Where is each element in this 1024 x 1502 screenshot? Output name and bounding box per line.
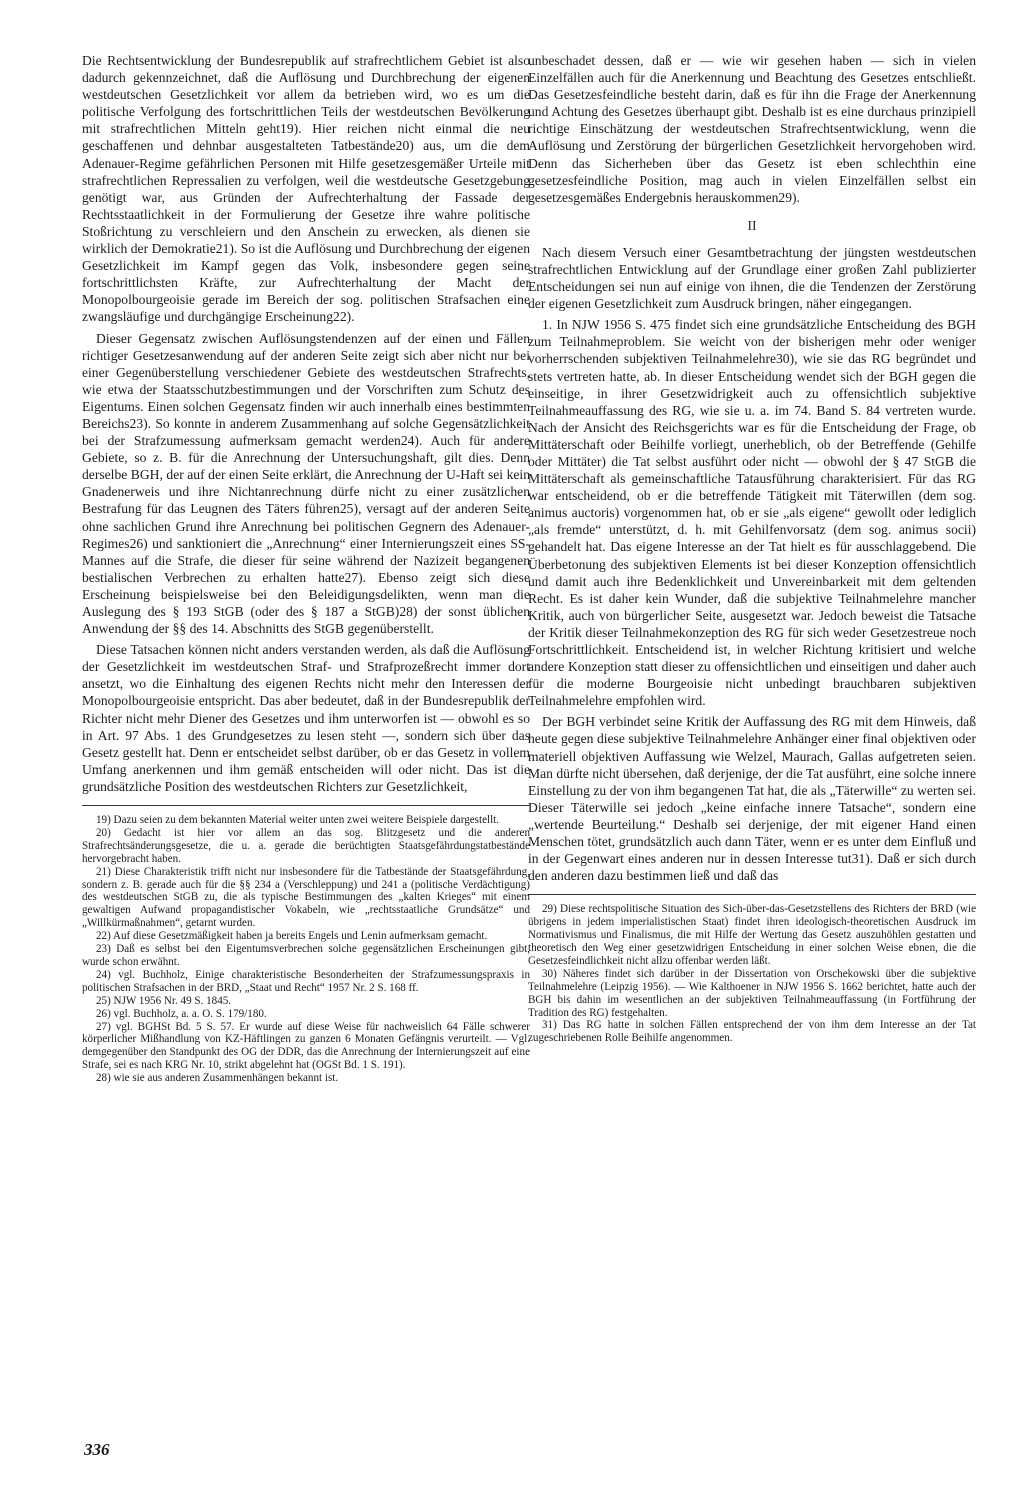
paragraph: unbeschadet dessen, daß er — wie wir gesehen haben — sich in vielen Einzelfällen auch für die Anerkennung und Beachtung des Gesetzes entschließt. Das Gesetzesfeindliche besteht darin, daß es für ihn die Frage der Anerkennung und Achtung des Gesetzes überhaupt gibt. Deshalb ist es eine durchaus prinzipiell richtige Einschätzung der westdeutschen Strafrechtsentwicklung, wenn die Auflösung und Zerstörung der bürgerlichen Gesetzlichkeit hervorgehoben wird. Denn das Sicherheben über das Gesetz ist eben schlechthin eine gesetzesfeindliche Position, mag auch in vielen Einzelfällen selbst ein gesetzesgemäßes Endergebnis herauskommen29). [528,53,976,205]
right-body-text [528,52,976,884]
footnote: 30) Näheres findet sich darüber in der Dissertation von Orschekowski über die subjektive Teilnahmelehre (Leipzig 1956). — Wie Kalthoener in NJW 1956 S. 1662 berichtet, hatte auch der BGH bis dahin im wesentlichen an der subjektiven Teilnahmeauffassung (in Fortführung der Tradition des RG) festgehalten. [528,967,976,1019]
footnote-divider [82,805,530,806]
footnote-divider [528,894,976,895]
left-column [82,52,530,1085]
page-number: 336 [84,1440,110,1459]
right-column [528,52,976,1045]
footnote: 27) vgl. BGHSt Bd. 5 S. 57. Er wurde auf diese Weise für nachweislich 64 Fälle schwerer körperlicher Mißhandlung von KZ-Häftlingen zu ganzen 6 Monaten Gefängnis verurteilt. — Vgl. demgegenüber den Standpunkt des OG der DDR, das die Anrechnung der Internierungszeit auf eine Strafe, sei es nach KRG Nr. 10, strikt abgelehnt hat (OGSt Bd. 1 S. 191). [82,1020,530,1072]
section-heading: II [747,217,757,233]
paragraph: Dieser Gegensatz zwischen Auflösungstendenzen auf der einen und Fällen richtiger Gesetzesanwendung auf der anderen Seite zeigt sich aber nicht nur bei einer Gegenüberstellung verschiedener Gebiete des westdeutschen Strafrechts, wie etwa der Staatsschutzbestimmungen und der Vorschriften zum Schutz des Eigentums. Einen solchen Gegensatz finden wir auch innerhalb eines bestimmten Bereichs23). So konnte in anderem Zusammenhang auf solche Gegensätzlichkeit bei der Strafzumessung aufmerksam gemacht werden24). Auch für andere Gebiete, so z. B. für die Anrechnung der Untersuchungshaft, gilt dies. Denn derselbe BGH, der auf der einen Seite erklärt, die Anrechnung der U-Haft sei kein Gnadenerweis und ihre Nichtanrechnung dürfe nicht zu einer zusätzlichen Bestrafung für das Leugnen des Täters führen25), versagt auf der anderen Seite ohne sachlichen Grund ihre Anrechnung bei politischen Gegnern des Adenauer-Regimes26) und sanktioniert die „Anrechnung“ einer Internierungszeit eines SS-Mannes auf die Strafe, die dieser für seine während der Nazizeit begangenen bestialischen Verbrechen zu erhalten hatte27). Ebenso zeigt sich diese Erscheinung beispielsweise bei den Beleidigungsdelikten, wenn man die Auslegung des § 193 StGB (oder des § 187 a StGB)28) der sonst üblichen Anwendung der §§ des 14. Abschnitts des StGB gegenüberstellt. [82,330,530,637]
footnote: 31) Das RG hatte in solchen Fällen entsprechend der von ihm dem Interesse an der Tat zugeschriebenen Rolle Beihilfe angenommen. [528,1019,976,1045]
left-footnotes [82,814,530,1085]
footnote: 26) vgl. Buchholz, a. a. O. S. 179/180. [96,1007,267,1020]
paragraph: Nach diesem Versuch einer Gesamtbetrachtung der jüngsten westdeutschen strafrechtlichen Entwicklung auf der Grundlage einer großen Zahl publizierter Entscheidungen sei nun auf einige von ihnen, die die Tendenzen der Zerstörung der eigenen Gesetzlichkeit zum Ausdruck bringen, näher eingegangen. [528,244,976,312]
footnote: 19) Dazu seien zu dem bekannten Material weiter unten zwei weitere Beispiele dargestellt. [96,814,500,827]
left-body-text [82,52,530,795]
paragraph: 1. In NJW 1956 S. 475 findet sich eine grundsätzliche Entscheidung des BGH zum Teilnahmeproblem. Sie weicht von der bisherigen mehr oder weniger vorherrschenden subjektiven Teilnahmelehre30), wie sie das RG begründet und stets vertreten hatte, ab. In dieser Entscheidung wendet sich der BGH gegen die einseitige, in ihrer Gesetzwidrigkeit auch zu offensichtlich subjektive Teilnahmeauffassung des RG, wie sie u. a. im 74. Band S. 84 vertreten wurde. Nach der Ansicht des Reichsgerichts war es für die Entscheidung der Frage, ob Mittäterschaft oder Beihilfe vorliegt, unerheblich, ob der Betreffende (Gehilfe oder Mittäter) die Tat selbst ausführt oder nicht — obwohl der § 47 StGB die Mittäterschaft als gemeinschaftliche Tatausführung charakterisiert. Für das RG war entscheidend, ob er die betreffende Tätigkeit mit Täterwillen (dem sog. animus auctoris) vorgenommen hat, ob er sie „als eigene“ gewollt oder lediglich „als fremde“ unterstützt, d. h. mit Gehilfenvorsatz (dem sog. animus socii) gehandelt hat. Das eigene Interesse an der Tat hielt es für ausschlaggebend. Die Überbetonung des subjektiven Elements ist bei dieser Konzeption offensichtlich und damit auch ihre Bedenklichkeit und Unvereinbarkeit mit dem geltenden Recht. Es ist daher kein Wunder, daß die subjektive Teilnahmelehre mancher Kritik, auch von bürgerlicher Seite, ausgesetzt war. Jedoch beweist die Tatsache der Kritik dieser Teilnahmekonzeption des RG für sich weder Gesetzestreue noch Fortschrittlichkeit. Entscheidend ist, in welcher Richtung kritisiert und welche andere Konzeption statt dieser zu offensichtlichen und einseitigen und daher auch für die moderne Bourgeoisie nicht unbedingt brauchbaren subjektiven Teilnahmelehre empfohlen wird. [528,317,976,709]
footnote: 28) wie sie aus anderen Zusammenhängen bekannt ist. [96,1072,339,1085]
footnote: 24) vgl. Buchholz, Einige charakteristische Besonderheiten der Strafzumessungspraxis in politischen Strafsachen in der BRD, „Staat und Recht“ 1957 Nr. 2 S. 168 ff. [82,968,530,994]
footnote: 23) Daß es selbst bei den Eigentumsverbrechen solche gegensätzlichen Erscheinungen gibt, wurde schon erwähnt. [82,943,530,968]
right-footnotes [528,903,976,1045]
paragraph: Die Rechtsentwicklung der Bundesrepublik auf strafrechtlichem Gebiet ist also dadurch gekennzeichnet, daß die Auflösung und Durchbrechung der eigenen westdeutschen Gesetzlichkeit vor allem da betrieben wird, wo es um die politische Verfolgung des fortschrittlichen Teils der westdeutschen Bevölkerung mit strafrechtlichen Mitteln geht19). Hier reichen nicht einmal die neu geschaffenen und dehnbar ausgestalteten Tatbestände20) aus, um die dem Adenauer-Regime gefährlichen Personen mit Hilfe gesetzesgemäßer Urteile mit strafrechtlichen Repressalien zu verfolgen, weil die westdeutsche Gesetzgebung genötigt war, aus Gründen der Aufrechterhaltung der Fassade der Rechtsstaatlichkeit in der Formulierung der Gesetze ihre wahre politische Stoßrichtung zu verschleiern und den Anschein zu erwecken, als dienen sie wirklich der Demokratie21). So ist die Auflösung und Durchbrechung der eigenen Gesetzlichkeit im Kampf gegen das Volk, insbesondere gegen seine fortschrittlichsten Kräfte, zur Aufrechterhaltung der Macht der Monopolbourgeoisie gerade im Bereich der sog. politischen Strafsachen eine zwangsläufige und durchgängige Erscheinung22). [82,53,530,325]
paragraph: Diese Tatsachen können nicht anders verstanden werden, als daß die Auflösung der Gesetzlichkeit im westdeutschen Straf- und Strafprozeßrecht immer dort ansetzt, wo die Einhaltung des eigenen Rechts nicht mehr den Interessen der Monopolbourgeoisie entspricht. Das aber bedeutet, daß in der Bundesrepublik der Richter nicht mehr Diener des Gesetzes und ihm unterworfen ist — obwohl es so in Art. 97 Abs. 1 des Grundgesetzes zu lesen steht —, sondern sich über das Gesetz gestellt hat. Denn er entscheidet selbst darüber, ob er das Gesetz in vollem Umfang anerkennen und ihm gemäß entscheiden will oder nicht. Das ist die grundsätzliche Position des westdeutschen Richters zur Gesetzlichkeit, [82,642,530,794]
footnote: 22) Auf diese Gesetzmäßigkeit haben ja bereits Engels und Lenin aufmerksam gemacht. [96,930,488,943]
footnote: 21) Diese Charakteristik trifft nicht nur insbesondere für die Tatbestände der Staatsgefährdung, sondern z. B. gerade auch für die §§ 234 a (Verschleppung) und 241 a (politische Verdächtigung) des westdeutschen StGB zu, die als typische Bestimmungen des „kalten Krieges“ mit einem gewaltigen Aufwand propagandistischer Vokabeln, wie „rechtsstaatliche Grundsätze“ und „Willkürmaßnahmen“, getarnt wurden. [82,865,530,930]
footnote: 20) Gedacht ist hier vor allem an das sog. Blitzgesetz und die anderen Strafrechtsänderungsgesetze, die u. a. gerade die berüchtigten Staatsgefährdungstatbestände hervorgebracht haben. [82,826,530,865]
paragraph: Der BGH verbindet seine Kritik der Auffassung des RG mit dem Hinweis, daß heute gegen diese subjektive Teilnahmelehre Anhänger einer final objektiven oder materiell objektiven Auffassung wie Welzel, Maurach, Gallas aufgetreten seien. Man dürfte nicht übersehen, daß derjenige, der die Tat ausführt, eine solche innere Einstellung zu der von ihm begangenen Tat hat, die als „Täterwille“ zu werten sei. Dieser Täterwille sei jedoch „keine einfache innere Tatsache“, sondern eine „wertende Beurteilung.“ Deshalb sei derjenige, der mit eigener Hand einen Menschen tötet, grundsätzlich auch dann Täter, wenn er es unter dem Einfluß und in der Gegenwart eines anderen nur in dessen Interesse tut31). Daß er sich durch den anderen dazu bestimmen ließ und daß das [528,714,976,884]
footnote: 29) Diese rechtspolitische Situation des Sich-über-das-Gesetzstellens des Richters der BRD (wie übrigens in jedem imperialistischen Staat) findet ihren ideologisch-theoretischen Ausdruck im Normativismus und Finalismus, die mit Hilfe der Wertung das Gesetz auszuhöhlen gestatten und theoretisch den Weg einer gesetzwidrigen Entscheidung in einer solchen Weise ebnen, die die Gesetzesfeindlichkeit nicht allzu offenbar werden läßt. [528,903,976,967]
footnote: 25) NJW 1956 Nr. 49 S. 1845. [96,994,232,1007]
